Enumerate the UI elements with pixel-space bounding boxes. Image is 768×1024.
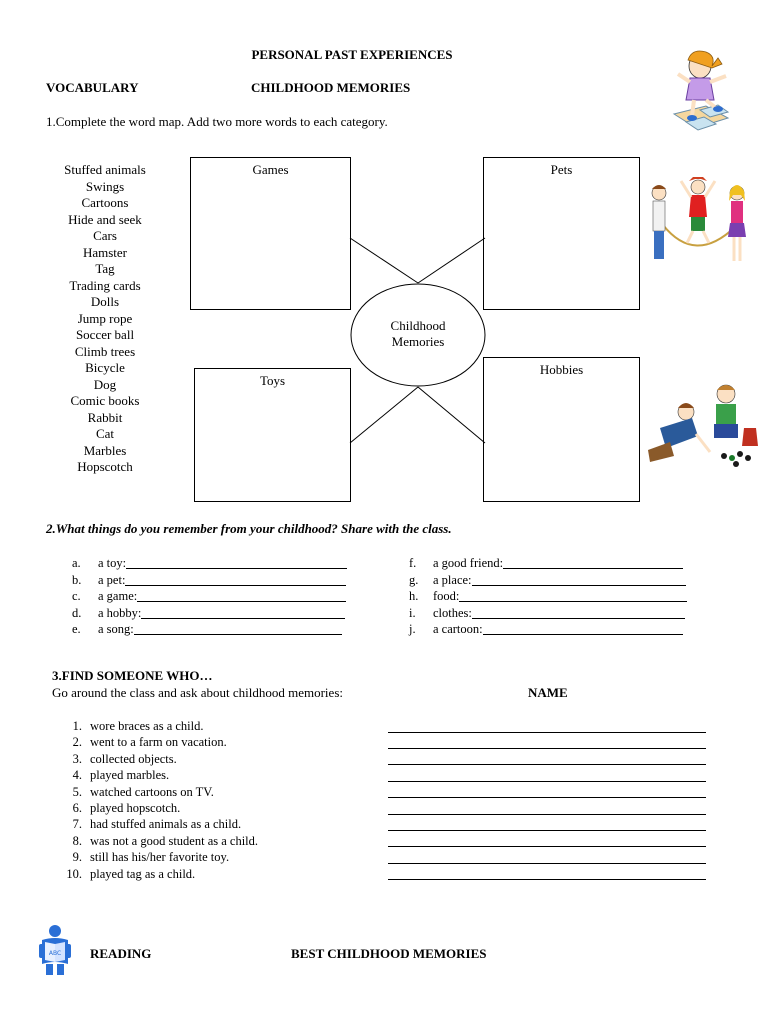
exercise2-right-list	[409, 555, 687, 638]
item-number: 4.	[72, 768, 82, 783]
item-letter: f.	[409, 556, 417, 570]
toys-box[interactable]	[194, 368, 351, 502]
item-number: 3.	[72, 751, 82, 766]
answer-blank[interactable]	[472, 606, 685, 619]
name-blank[interactable]	[388, 732, 706, 733]
item-number: 7.	[72, 817, 82, 832]
list-item	[72, 621, 347, 638]
item-text: a game:	[98, 589, 138, 603]
word-bank-item: Dog	[93, 376, 117, 392]
center-label-line1: Childhood	[390, 318, 446, 333]
reading-label: READING	[90, 946, 152, 961]
name-blank[interactable]	[388, 748, 706, 749]
name-blank[interactable]	[388, 797, 706, 798]
exercise3-title: 3.FIND SOMEONE WHO…	[52, 668, 213, 683]
word-bank-item: Soccer ball	[75, 327, 135, 342]
reading-person-icon	[36, 924, 74, 976]
list-item	[409, 605, 687, 622]
list-item	[72, 572, 347, 589]
games-box-label: Games	[252, 162, 289, 177]
item-text: collected objects.	[90, 751, 177, 766]
center-label-line2: Memories	[391, 334, 445, 349]
answer-blank[interactable]	[134, 622, 342, 635]
item-letter: d.	[72, 605, 82, 620]
name-blank[interactable]	[388, 764, 706, 765]
hobbies-box-label: Hobbies	[539, 362, 584, 377]
item-text: was not a good student as a child.	[90, 833, 259, 848]
word-bank-item: Swings	[85, 178, 125, 194]
name-column-header: NAME	[528, 685, 568, 700]
item-letter: e.	[72, 622, 81, 636]
jump-rope-children-illustration	[645, 165, 755, 275]
list-item	[409, 572, 687, 589]
pets-box[interactable]	[483, 157, 640, 310]
pets-box-label: Pets	[550, 162, 573, 177]
item-number: 10.	[66, 866, 82, 881]
list-item	[72, 588, 347, 605]
list-item	[60, 833, 258, 849]
list-item	[409, 555, 687, 572]
item-letter: g.	[409, 572, 419, 587]
word-bank-item: Hide and seek	[68, 211, 142, 227]
item-letter: j.	[409, 622, 416, 636]
list-item	[60, 751, 258, 767]
answer-blank[interactable]	[483, 622, 683, 635]
word-bank-item: Cartoons	[81, 195, 129, 210]
word-bank-item: Stuffed animals	[64, 162, 146, 177]
name-blank[interactable]	[388, 879, 706, 880]
list-item	[60, 718, 258, 734]
list-item	[60, 866, 258, 882]
word-bank-item: Bicycle	[85, 360, 125, 375]
word-bank-item: Hamster	[82, 244, 128, 260]
item-number: 8.	[72, 833, 82, 848]
item-letter: a.	[72, 556, 81, 570]
list-item	[60, 800, 258, 816]
item-text: a cartoon:	[433, 622, 483, 636]
item-text: played marbles.	[90, 768, 170, 783]
book-label: ABC	[48, 950, 62, 957]
toys-box-label: Toys	[259, 373, 286, 388]
word-bank-item: Jump rope	[77, 310, 133, 326]
word-bank-item: Marbles	[83, 442, 127, 458]
games-box[interactable]	[190, 157, 351, 310]
word-bank-item: Rabbit	[87, 409, 123, 425]
name-blank[interactable]	[388, 814, 706, 815]
item-text: a place:	[433, 572, 472, 587]
word-bank-item: Hopscotch	[77, 459, 133, 474]
answer-blank[interactable]	[125, 573, 346, 586]
name-blank[interactable]	[388, 846, 706, 847]
word-bank-item: Dolls	[90, 294, 120, 309]
page-title: PERSONAL PAST EXPERIENCES	[251, 47, 453, 62]
item-text: a toy:	[98, 556, 127, 570]
item-text: a hobby:	[98, 605, 142, 620]
item-text: played tag as a child.	[90, 866, 196, 881]
exercise2-left-list	[72, 555, 347, 638]
word-bank-item: Tag	[95, 261, 115, 276]
item-letter: b.	[72, 572, 82, 587]
exercise1-instruction: 1.Complete the word map. Add two more words to each category.	[46, 114, 388, 129]
list-item	[60, 816, 258, 832]
item-number: 2.	[72, 735, 82, 750]
marbles-children-illustration	[640, 378, 762, 470]
find-someone-list	[60, 718, 258, 882]
word-bank-item: Cars	[93, 228, 117, 243]
list-item	[72, 605, 347, 622]
exercise2-instruction: 2.What things do you remember from your childhood? Share with the class.	[46, 521, 452, 536]
section-title: CHILDHOOD MEMORIES	[251, 80, 411, 95]
answer-blank[interactable]	[459, 589, 687, 602]
exercise3-instruction: Go around the class and ask about childhood memories:	[52, 685, 343, 700]
word-bank-item: Trading cards	[69, 277, 141, 293]
word-bank-item: Comic books	[70, 393, 140, 408]
answer-blank[interactable]	[126, 556, 347, 569]
answer-blank[interactable]	[137, 589, 346, 602]
item-letter: h.	[409, 589, 419, 603]
item-text: clothes:	[433, 605, 472, 620]
item-letter: c.	[72, 589, 81, 603]
list-item	[409, 588, 687, 605]
item-text: a pet:	[98, 572, 126, 587]
answer-blank[interactable]	[503, 556, 683, 569]
word-bank-item: Climb trees	[74, 343, 136, 359]
item-text: a song:	[98, 622, 134, 636]
item-text: food:	[433, 589, 460, 603]
list-item	[60, 784, 258, 800]
hobbies-box[interactable]	[483, 357, 640, 502]
item-number: 5.	[72, 784, 82, 799]
list-item	[72, 555, 347, 572]
list-item	[409, 621, 687, 638]
item-number: 6.	[72, 801, 82, 816]
word-bank-item: Cat	[95, 426, 115, 441]
list-item	[60, 849, 258, 865]
item-text: went to a farm on vacation.	[90, 735, 227, 750]
name-blank[interactable]	[388, 830, 706, 831]
center-bubble	[351, 318, 485, 350]
list-item	[60, 734, 258, 750]
item-text: watched cartoons on TV.	[90, 784, 214, 799]
item-text: had stuffed animals as a child.	[90, 817, 242, 832]
name-blank[interactable]	[388, 781, 706, 782]
item-text: still has his/her favorite toy.	[90, 850, 230, 865]
answer-blank[interactable]	[141, 606, 345, 619]
item-text: wore braces as a child.	[90, 719, 204, 733]
item-text: a good friend:	[433, 556, 504, 570]
section-label: VOCABULARY	[46, 80, 139, 95]
answer-blank[interactable]	[472, 573, 686, 586]
item-number: 1.	[72, 719, 82, 733]
item-text: played hopscotch.	[90, 801, 181, 816]
item-letter: i.	[409, 605, 416, 620]
item-number: 9.	[72, 850, 82, 865]
list-item	[60, 767, 258, 783]
name-blank[interactable]	[388, 863, 706, 864]
reading-title: BEST CHILDHOOD MEMORIES	[291, 946, 487, 961]
